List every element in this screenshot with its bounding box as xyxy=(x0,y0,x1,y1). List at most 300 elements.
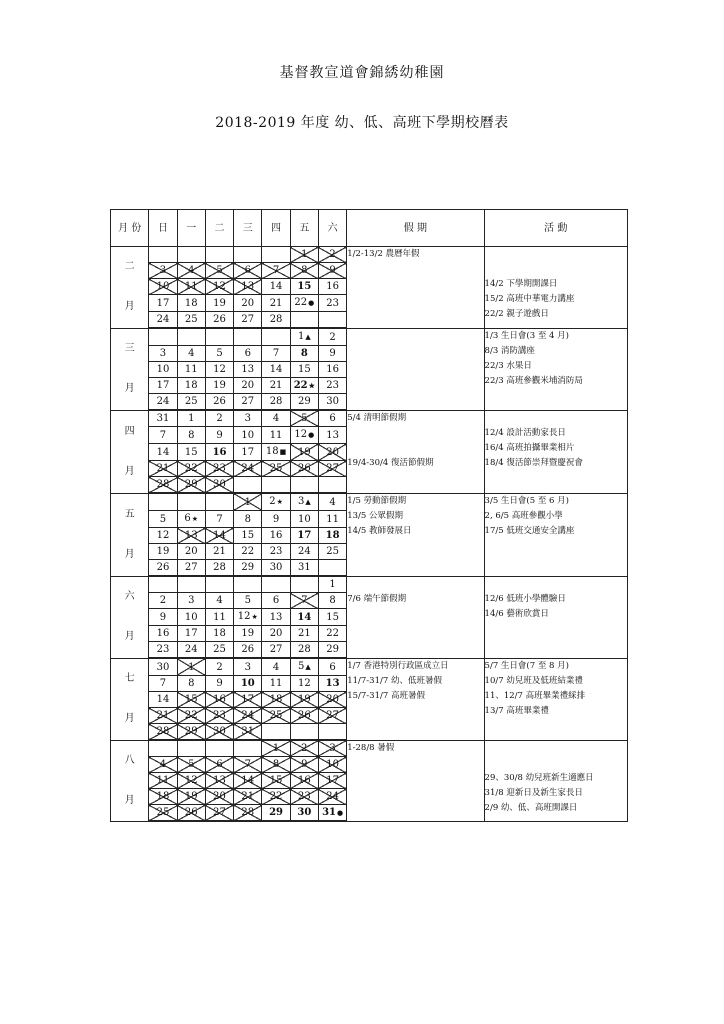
day-number: 21 xyxy=(156,710,170,721)
day-number: 17 xyxy=(241,694,255,705)
day-cell-crossed xyxy=(205,528,233,544)
day-number: 22 xyxy=(293,380,308,391)
day-number: 5 xyxy=(188,759,195,770)
day-number: 4 xyxy=(272,661,280,673)
day-number: 23 xyxy=(269,546,283,557)
activities-cell xyxy=(484,328,627,410)
day-cell xyxy=(262,477,290,494)
day-marker: ★ xyxy=(308,381,315,390)
day-number: 21 xyxy=(269,380,283,391)
day-number: 17 xyxy=(241,446,255,458)
day-cell xyxy=(234,295,262,312)
day-number: 31 xyxy=(322,807,336,818)
day-cell xyxy=(318,626,346,642)
calendar-week-row xyxy=(111,576,628,593)
day-number: 9 xyxy=(216,678,223,689)
day-number: 3 xyxy=(297,496,305,507)
day-number: 5 xyxy=(301,413,308,424)
day-number: 8 xyxy=(188,678,195,689)
day-number: 21 xyxy=(241,791,255,802)
day-marker: ▲ xyxy=(305,498,311,506)
day-number: 24 xyxy=(184,644,198,655)
day-cell-crossed xyxy=(149,805,177,822)
day-number: 13 xyxy=(326,429,339,441)
day-cell xyxy=(177,676,205,692)
activity-entry: 31/8 迎新日及新生家長日 xyxy=(484,787,583,798)
day-cell-crossed xyxy=(234,279,262,295)
day-number: 14 xyxy=(241,775,255,786)
holiday-entry: 19/4-30/4 復活節假期 xyxy=(347,457,434,468)
day-number: 10 xyxy=(184,611,198,623)
day-cell xyxy=(262,378,290,394)
day-number: 3 xyxy=(244,661,251,673)
day-number: 3 xyxy=(188,595,195,606)
day-cell xyxy=(234,378,262,394)
day-number: 19 xyxy=(297,446,311,458)
day-number: 10 xyxy=(240,678,255,689)
day-number: 15 xyxy=(269,775,283,786)
day-number: 27 xyxy=(326,710,339,721)
day-number: 19 xyxy=(213,380,226,391)
activity-entry: 18/4 復活節崇拜暨慶祝會 xyxy=(484,457,583,468)
calendar-week-row xyxy=(111,658,628,676)
holidays-cell xyxy=(347,328,484,410)
day-number: 14 xyxy=(269,281,283,292)
day-number: 18 xyxy=(184,380,198,391)
day-cell xyxy=(149,609,177,626)
month-label xyxy=(111,493,149,576)
month-label-char: 月 xyxy=(124,713,135,724)
day-number: 8 xyxy=(300,348,308,359)
day-cell-crossed xyxy=(149,789,177,805)
holiday-entry: 1/5 勞動節假期 xyxy=(347,495,407,506)
day-cell-crossed xyxy=(262,692,290,708)
day-marker: ★ xyxy=(251,613,258,621)
day-number: 6 xyxy=(184,513,191,524)
activity-entry: 5/7 生日會(7 至 8 月) xyxy=(484,660,569,671)
day-cell xyxy=(290,676,318,692)
day-number: 29 xyxy=(326,644,339,655)
day-cell-crossed xyxy=(262,773,290,789)
day-marker: ▲ xyxy=(305,333,311,341)
day-cell-crossed xyxy=(205,789,233,805)
holiday-entry: 13/5 公眾假期 xyxy=(347,510,404,521)
day-cell-crossed xyxy=(177,263,205,279)
day-number: 30 xyxy=(326,396,339,407)
day-cell xyxy=(318,593,346,609)
activity-entry: 12/4 設計活動家長日 xyxy=(484,427,566,438)
day-cell-crossed xyxy=(177,477,205,494)
day-number: 7 xyxy=(244,759,251,770)
day-cell xyxy=(234,427,262,444)
day-number: 6 xyxy=(244,265,251,276)
day-cell xyxy=(262,576,290,593)
day-cell xyxy=(177,444,205,461)
month-label-char: 月 xyxy=(124,383,135,394)
day-cell xyxy=(149,528,177,544)
day-cell xyxy=(318,528,346,544)
day-number: 1 xyxy=(297,331,305,342)
day-cell-crossed xyxy=(318,708,346,724)
day-number: 5 xyxy=(159,513,167,525)
day-cell xyxy=(290,493,318,511)
day-number: 7 xyxy=(272,348,280,359)
day-number: 31 xyxy=(156,413,170,424)
day-cell xyxy=(318,346,346,362)
holiday-entry: 1-28/8 暑假 xyxy=(347,742,395,753)
day-number: 13 xyxy=(241,364,255,375)
day-cell xyxy=(205,346,233,362)
day-number: 14 xyxy=(213,530,226,541)
day-cell-crossed xyxy=(177,757,205,773)
day-number: 2 xyxy=(329,331,336,343)
holiday-entry: 5/4 清明節假期 xyxy=(347,412,407,423)
header-day: 日 xyxy=(149,210,177,247)
holiday-entry: 1/2-13/2 農曆年假 xyxy=(347,249,420,259)
day-number: 22 xyxy=(184,463,198,474)
day-number: 18 xyxy=(213,628,226,639)
holiday-entry: 7/6 端午節假期 xyxy=(347,593,407,604)
day-cell xyxy=(262,544,290,560)
day-number: 5 xyxy=(244,595,251,606)
day-cell xyxy=(205,544,233,560)
day-cell xyxy=(262,295,290,312)
day-number: 22 xyxy=(241,546,255,557)
day-cell xyxy=(149,511,177,528)
day-cell xyxy=(290,312,318,329)
activity-entry: 22/2 親子遊戲日 xyxy=(484,309,549,319)
activity-entry xyxy=(485,577,627,592)
day-cell xyxy=(262,626,290,642)
day-cell xyxy=(262,312,290,329)
day-number: 6 xyxy=(329,661,336,673)
day-number: 4 xyxy=(188,265,195,276)
day-cell xyxy=(262,642,290,659)
day-cell xyxy=(318,805,346,822)
day-number: 26 xyxy=(297,463,311,474)
day-cell-crossed xyxy=(149,263,177,279)
day-number: 13 xyxy=(325,678,340,689)
day-number: 8 xyxy=(272,759,280,770)
day-cell xyxy=(149,378,177,394)
day-marker: ▲ xyxy=(305,663,311,671)
day-number: 28 xyxy=(241,807,255,818)
day-cell xyxy=(262,511,290,528)
day-number: 3 xyxy=(159,265,167,276)
day-cell xyxy=(290,658,318,676)
day-cell xyxy=(234,394,262,411)
day-cell xyxy=(290,427,318,444)
day-number: 1 xyxy=(188,413,195,424)
day-cell xyxy=(177,328,205,346)
day-number: 25 xyxy=(326,546,339,557)
activities-cell xyxy=(484,247,627,329)
day-cell xyxy=(262,609,290,626)
header-day: 一 xyxy=(177,210,205,247)
day-number: 4 xyxy=(159,759,167,770)
day-cell-crossed xyxy=(262,708,290,724)
day-cell-crossed xyxy=(149,724,177,741)
day-cell xyxy=(205,378,233,394)
day-cell xyxy=(177,740,205,757)
month-label-char: 六 xyxy=(124,591,135,602)
day-number: 14 xyxy=(297,611,312,623)
holiday-entry: 1/7 香港特別行政區成立日 xyxy=(347,660,449,671)
day-cell-crossed xyxy=(149,477,177,494)
day-number: 30 xyxy=(156,661,170,673)
day-cell xyxy=(234,511,262,528)
day-number: 25 xyxy=(269,463,283,474)
day-number: 22 xyxy=(326,628,339,639)
day-number: 1 xyxy=(301,249,308,260)
day-cell xyxy=(262,560,290,577)
day-number: 1 xyxy=(188,661,195,673)
day-cell xyxy=(149,295,177,312)
day-cell xyxy=(234,410,262,427)
day-number: 20 xyxy=(326,446,339,458)
day-number: 20 xyxy=(213,791,226,802)
day-cell xyxy=(205,362,233,378)
day-number: 31 xyxy=(297,562,311,573)
day-number: 16 xyxy=(212,446,227,458)
day-cell xyxy=(177,511,205,528)
day-cell xyxy=(318,394,346,411)
day-number: 9 xyxy=(272,513,280,525)
day-number: 21 xyxy=(269,297,283,309)
day-cell xyxy=(177,626,205,642)
activity-entry: 14/2 下學期開課日 xyxy=(484,279,558,289)
day-number: 6 xyxy=(329,413,336,424)
day-cell-crossed xyxy=(290,789,318,805)
day-number: 14 xyxy=(269,364,283,375)
month-label xyxy=(111,410,149,493)
day-number: 21 xyxy=(297,628,311,639)
day-number: 23 xyxy=(297,791,311,802)
day-number: 27 xyxy=(213,807,226,818)
day-cell xyxy=(318,295,346,312)
month-label-char: 月 xyxy=(124,301,135,313)
day-cell xyxy=(262,328,290,346)
day-cell-crossed xyxy=(262,461,290,477)
day-number: 11 xyxy=(269,678,283,689)
day-cell xyxy=(205,511,233,528)
header-day: 六 xyxy=(318,210,346,247)
day-cell xyxy=(234,676,262,692)
day-number: 3 xyxy=(244,413,251,424)
day-cell-crossed xyxy=(318,789,346,805)
month-label xyxy=(111,328,149,410)
day-cell xyxy=(262,528,290,544)
day-cell-crossed xyxy=(205,757,233,773)
day-cell xyxy=(205,626,233,642)
day-cell xyxy=(177,609,205,626)
day-number: 12 xyxy=(184,775,198,786)
day-number: 20 xyxy=(241,380,255,391)
holidays-cell xyxy=(347,740,484,821)
day-cell xyxy=(234,444,262,461)
activities-cell xyxy=(484,740,627,821)
day-cell xyxy=(318,362,346,378)
day-number: 20 xyxy=(326,694,339,705)
day-cell xyxy=(205,295,233,312)
month-label xyxy=(111,576,149,658)
day-cell xyxy=(149,247,177,263)
header-day: 三 xyxy=(234,210,262,247)
day-cell xyxy=(149,676,177,692)
day-cell-crossed xyxy=(290,740,318,757)
day-marker: ● xyxy=(308,431,315,439)
day-number: 2 xyxy=(269,496,276,507)
day-cell xyxy=(262,427,290,444)
day-cell xyxy=(262,394,290,411)
header-holidays: 假 期 xyxy=(347,210,484,247)
day-cell xyxy=(205,328,233,346)
day-number: 1 xyxy=(272,743,280,754)
month-label-char: 四 xyxy=(124,425,135,437)
day-number: 15 xyxy=(297,364,311,375)
day-cell xyxy=(177,576,205,593)
day-cell xyxy=(205,609,233,626)
day-cell xyxy=(262,724,290,741)
day-number: 29 xyxy=(297,396,311,407)
day-cell xyxy=(149,642,177,659)
activity-entry: 15/2 高班中華電力講座 xyxy=(484,294,575,304)
day-cell-crossed xyxy=(205,708,233,724)
day-cell xyxy=(205,642,233,659)
activity-entry: 1/3 生日會(3 至 4 月) xyxy=(484,330,569,341)
day-number: 25 xyxy=(184,314,198,325)
day-number: 10 xyxy=(156,364,170,375)
day-cell xyxy=(149,427,177,444)
day-number: 23 xyxy=(326,380,339,391)
day-number: 7 xyxy=(272,265,280,276)
activities-cell xyxy=(484,410,627,493)
day-number: 12 xyxy=(237,611,251,622)
activities-cell xyxy=(484,658,627,740)
day-cell xyxy=(318,544,346,560)
day-number: 17 xyxy=(156,297,170,309)
month-label-char: 月 xyxy=(124,631,135,642)
day-cell-crossed xyxy=(234,461,262,477)
day-cell xyxy=(290,279,318,295)
day-number: 16 xyxy=(269,530,283,541)
day-cell-crossed xyxy=(205,692,233,708)
day-number: 14 xyxy=(156,694,170,705)
day-number: 16 xyxy=(213,694,226,705)
day-number: 8 xyxy=(188,429,195,441)
day-cell-crossed xyxy=(177,658,205,676)
activity-entry: 17/5 低班交通安全講座 xyxy=(484,525,575,536)
day-number: 21 xyxy=(156,463,170,474)
day-number: 29 xyxy=(269,807,284,818)
day-number: 11 xyxy=(184,281,198,292)
month-label-char: 八 xyxy=(124,754,135,766)
day-number: 26 xyxy=(297,710,311,721)
day-cell xyxy=(234,740,262,757)
day-number: 19 xyxy=(213,297,226,309)
day-number: 11 xyxy=(326,513,339,525)
day-cell xyxy=(177,378,205,394)
day-number: 2 xyxy=(216,661,223,673)
day-number: 13 xyxy=(213,775,226,786)
day-number: 12 xyxy=(213,281,226,292)
day-cell-crossed xyxy=(177,692,205,708)
day-number: 30 xyxy=(213,726,226,737)
day-cell xyxy=(290,626,318,642)
day-number: 18 xyxy=(265,446,279,457)
month-label xyxy=(111,247,149,329)
day-number: 7 xyxy=(159,429,167,441)
day-cell xyxy=(262,410,290,427)
day-cell xyxy=(318,609,346,626)
day-number: 31 xyxy=(241,726,255,737)
day-cell xyxy=(290,295,318,312)
day-cell xyxy=(290,394,318,411)
day-cell-crossed xyxy=(290,247,318,263)
calendar-week-row xyxy=(111,328,628,346)
day-number: 17 xyxy=(326,775,339,786)
activity-entry: 2/9 幼、低、高班開課日 xyxy=(484,802,578,813)
day-cell-crossed xyxy=(290,444,318,461)
header-day: 五 xyxy=(290,210,318,247)
day-number: 24 xyxy=(156,396,170,407)
day-cell xyxy=(262,346,290,362)
day-number: 24 xyxy=(326,791,339,802)
holidays-cell xyxy=(347,658,484,740)
month-label xyxy=(111,658,149,740)
day-number: 2 xyxy=(329,249,336,260)
activity-entry: 22/3 水果日 xyxy=(484,360,532,371)
day-number: 24 xyxy=(156,314,170,325)
day-cell xyxy=(318,279,346,295)
day-cell-crossed xyxy=(177,708,205,724)
day-marker: ★ xyxy=(191,515,199,523)
day-number: 28 xyxy=(156,479,170,490)
day-number: 24 xyxy=(297,546,311,557)
day-cell-crossed xyxy=(234,708,262,724)
day-cell-crossed xyxy=(318,444,346,461)
day-number: 11 xyxy=(269,429,283,441)
day-marker: ● xyxy=(336,808,344,817)
day-number: 13 xyxy=(241,281,255,292)
day-marker: ★ xyxy=(276,498,283,506)
day-cell xyxy=(149,740,177,757)
month-label-char: 七 xyxy=(124,673,135,684)
day-cell-crossed xyxy=(149,279,177,295)
day-cell xyxy=(149,560,177,577)
day-cell xyxy=(290,576,318,593)
day-cell xyxy=(290,544,318,560)
day-number: 30 xyxy=(213,479,226,490)
day-number: 2 xyxy=(159,595,167,606)
day-cell xyxy=(290,346,318,362)
day-number: 24 xyxy=(241,463,255,474)
day-cell xyxy=(290,477,318,494)
day-cell-crossed xyxy=(205,279,233,295)
day-number: 27 xyxy=(326,463,339,474)
day-cell xyxy=(149,394,177,411)
day-cell xyxy=(149,346,177,362)
day-number: 15 xyxy=(326,611,339,623)
day-number: 10 xyxy=(156,281,170,292)
day-number: 2 xyxy=(301,743,308,754)
day-cell xyxy=(234,626,262,642)
day-number: 25 xyxy=(213,644,226,655)
day-cell xyxy=(149,626,177,642)
day-cell-crossed xyxy=(205,263,233,279)
day-cell xyxy=(177,312,205,329)
day-number: 7 xyxy=(216,513,223,525)
